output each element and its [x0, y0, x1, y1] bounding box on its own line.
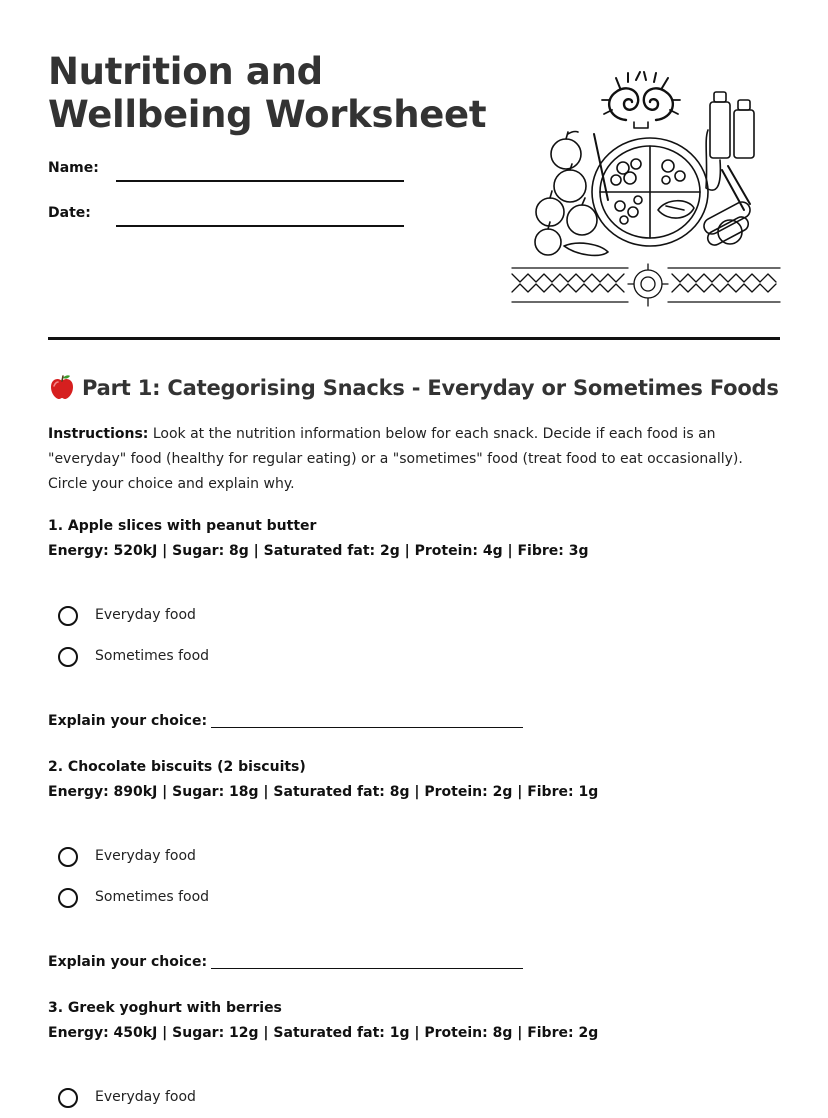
date-label: Date: [48, 205, 91, 221]
option-label: Sometimes food [95, 648, 210, 664]
name-label: Name: [48, 160, 99, 176]
explain-label: Explain your choice: [48, 713, 208, 729]
option-label: Everyday food [95, 607, 196, 623]
nutrition-info: Energy: 450kJ | Sugar: 12g | Saturated fat: 1g | Protein: 8g | Fibre: 2g [48, 1025, 599, 1041]
radio-circle-icon[interactable] [58, 647, 78, 667]
plate-icon [592, 138, 708, 246]
part1-title: Part 1: Categorising Snacks - Everyday or Sometimes Foods [82, 376, 779, 400]
ornamental-band-icon [512, 264, 780, 306]
question-title: 2. Chocolate biscuits (2 biscuits) [48, 759, 306, 775]
radio-circle-icon[interactable] [58, 606, 78, 626]
apple-pile-icon [535, 132, 608, 256]
instructions [48, 422, 784, 497]
date-line[interactable] [116, 225, 404, 227]
radio-circle-icon[interactable] [58, 888, 78, 908]
option-label: Everyday food [95, 848, 196, 864]
explain-row [48, 954, 523, 970]
radio-circle-icon[interactable] [58, 847, 78, 867]
nutrition-info: Energy: 890kJ | Sugar: 18g | Saturated fat: 8g | Protein: 2g | Fibre: 1g [48, 784, 599, 800]
instructions-label: Instructions: [48, 426, 149, 442]
explain-line[interactable] [211, 968, 523, 969]
explain-line[interactable] [211, 727, 523, 728]
option-label: Sometimes food [95, 889, 210, 905]
bottles-icon [701, 92, 754, 248]
option-label: Everyday food [95, 1089, 196, 1105]
explain-row [48, 713, 523, 729]
swirl-ornament-icon [602, 72, 680, 128]
instructions-text: Look at the nutrition information below for each snack. Decide if each food is an "everyday" food (healthy for regular eating) or a "sometimes" food (treat food to eat occasionally). Circle your choice and explain why. [48, 426, 743, 492]
name-line[interactable] [116, 180, 404, 182]
page-title: Nutrition and Wellbeing Worksheet [48, 50, 487, 136]
healthy-plate-illustration [508, 70, 782, 308]
radio-circle-icon[interactable] [58, 1088, 78, 1108]
nutrition-info: Energy: 520kJ | Sugar: 8g | Saturated fat: 2g | Protein: 4g | Fibre: 3g [48, 543, 589, 559]
part1-heading [48, 373, 779, 401]
question-title: 1. Apple slices with peanut butter [48, 518, 317, 534]
header-divider [48, 337, 780, 340]
apple-icon [48, 373, 76, 401]
question-title: 3. Greek yoghurt with berries [48, 1000, 282, 1016]
explain-label: Explain your choice: [48, 954, 208, 970]
